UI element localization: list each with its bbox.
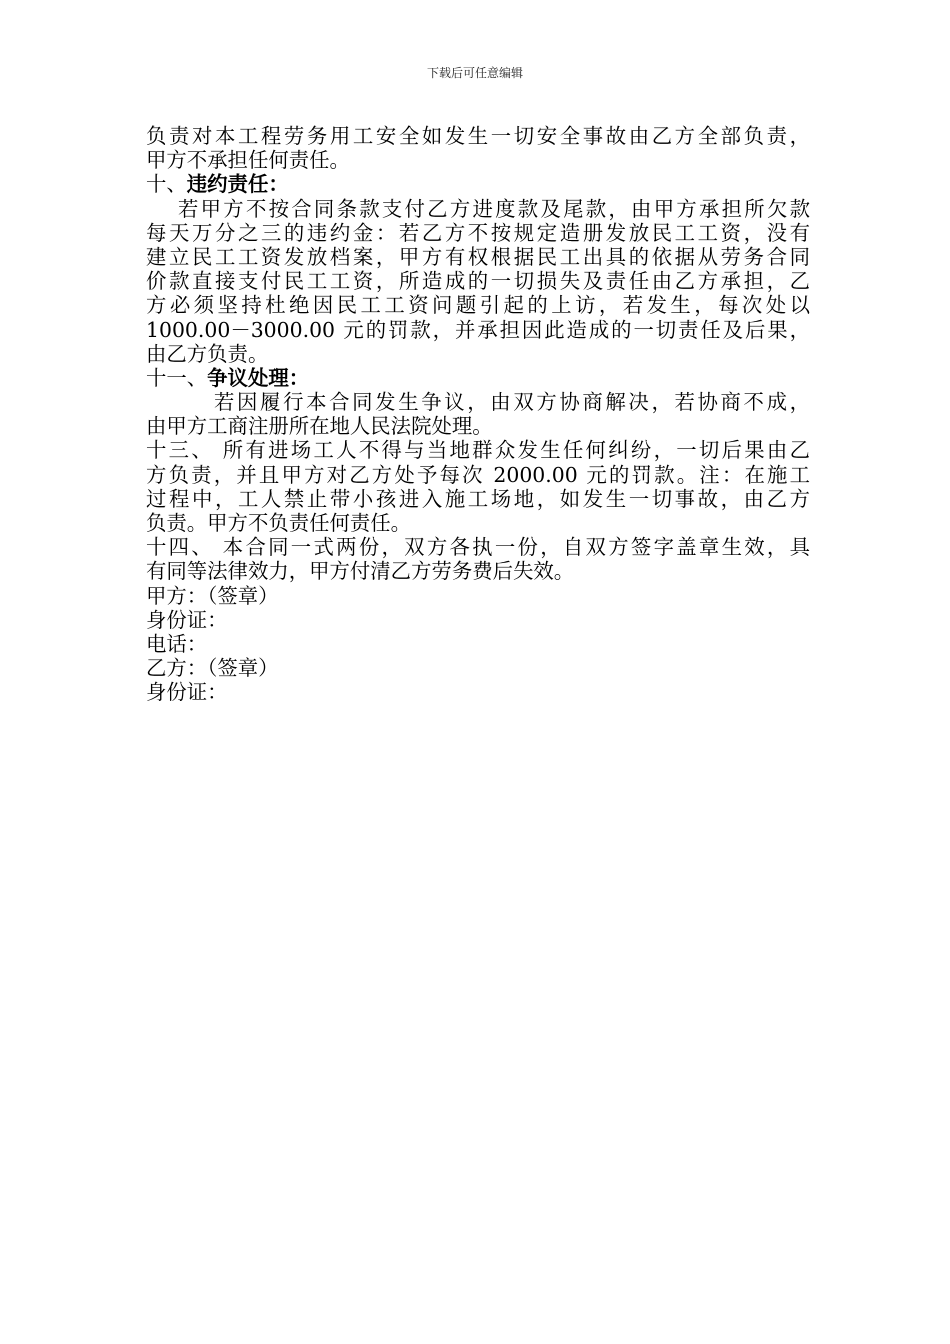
document-line: 负责对本工程劳务用工安全如发生一切安全事故由乙方全部负责， [146,124,810,148]
document-line: 负责。甲方不负责任何责任。 [146,511,412,535]
document-line: 甲方：（签章） [146,583,279,608]
document-line: 身份证： [146,680,228,705]
document-line: 每天万分之三的违约金：若乙方不按规定造册发放民工工资，没有 [146,220,810,245]
document-line: 方负责，并且甲方对乙方处予每次 2000.00 元的罚款。注：在施工 [146,462,810,487]
document-line: 由甲方工商注册所在地人民法院处理。 [146,414,493,439]
section-heading: 违约责任： [186,172,289,197]
document-line: 有同等法律效力，甲方付清乙方劳务费后失效。 [146,559,575,584]
document-line: 电话： [146,631,208,656]
document-line: 1000.00－3000.00 元的罚款，并承担因此造成的一切责任及后果， [146,317,810,342]
section-number: 十一、 [146,365,208,390]
document-line [146,172,810,196]
document-line: 十四、 本合同一式两份，双方各执一份，自双方签字盖章生效，具 [146,535,810,560]
document-line: 价款直接支付民工工资，所造成的一切损失及责任由乙方承担，乙 [146,269,810,294]
document-line: 若因履行本合同发生争议，由双方协商解决，若协商不成， [214,390,810,415]
document-line: 十三、 所有进场工人不得与当地群众发生任何纠纷，一切后果由乙 [146,438,810,463]
section-number: 十、 [146,172,187,197]
document-line: 甲方不承担任何责任。 [146,148,350,173]
document-line: 由乙方负责。 [146,341,269,366]
section-heading: 争议处理： [207,365,310,390]
document-line: 建立民工工资发放档案，甲方有权根据民工出具的依据从劳务合同 [146,244,810,269]
document-line: 若甲方不按合同条款支付乙方进度款及尾款，由甲方承担所欠款 [178,196,810,221]
document-line [146,366,810,390]
document-line: 乙方：（签章） [146,656,279,681]
document-line: 过程中，工人禁止带小孩进入施工场地，如发生一切事故，由乙方 [146,486,810,511]
document-body [146,124,810,705]
document-line: 身份证： [146,607,228,632]
document-line: 方必须坚持杜绝因民工工资问题引起的上访，若发生，每次处以 [146,293,810,318]
page-header: 下载后可任意编辑 [426,66,523,80]
